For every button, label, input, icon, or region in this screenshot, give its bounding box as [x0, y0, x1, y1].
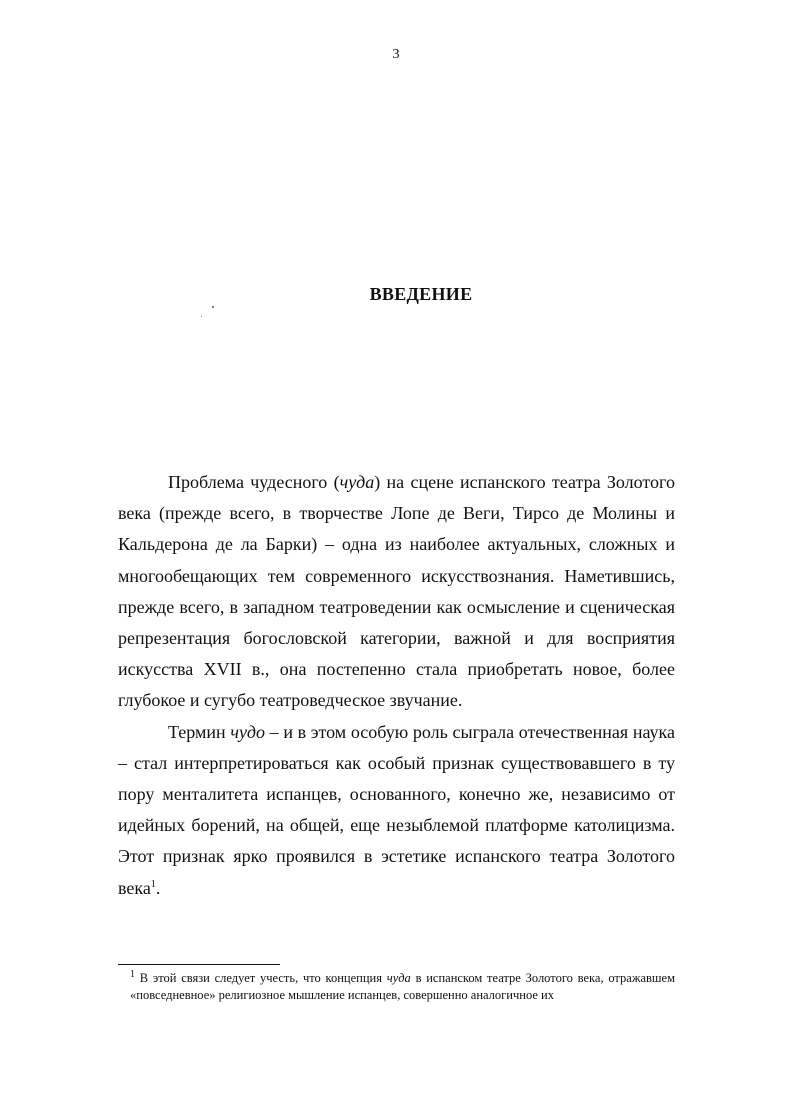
footnote-reference[interactable]: 1: [150, 878, 156, 890]
paragraph-1-emphasis: чуда: [339, 472, 375, 492]
paragraph-2-text-end: – и в этом особую роль сыграла отечественная наука – стал интерпретироваться как особый признак существовавшего в ту пору менталитета испанцев, основанного, конечно же, независимо от идейных борений, на общей, еще незыблемой платформе католицизма. Этот признак ярко проявился в эстетике испанского театра Золотого века: [118, 721, 675, 898]
footnote-divider: [118, 964, 280, 965]
paragraph-2-emphasis: чудо: [230, 721, 265, 742]
paragraph-1: [118, 467, 675, 717]
paragraph-2-tail: .: [155, 877, 161, 898]
paragraph-1-text-start: Проблема чудесного (: [168, 472, 340, 492]
scan-speck: [212, 306, 214, 308]
paragraph-2: [118, 717, 675, 904]
paragraph-1-text-end: ) на сцене испанского театра Золотого века (прежде всего, в творчестве Лопе де Веги, Тирсо де Молины и Кальдерона де ла Барки) – одна из наиболее актуальных, сложных и многообещающих тем современного искусствознания. Наметившись, прежде всего, в западном театроведении как осмысление и сценическая репрезентация богословской категории, важной и для восприятия искусства XVII в., она постепенно стала приобретать новое, более глубокое и сугубо театроведческое звучание.: [118, 472, 675, 711]
footnote-text-end: в испанском театре Золотого века, отражавшем «повседневное» религиозное мышление испанцев, совершенно аналогичное их: [130, 971, 675, 1002]
page-number: 3: [392, 47, 400, 62]
section-heading: ВВЕДЕНИЕ: [369, 284, 473, 304]
footnote-text-start: В этой связи следует учесть, что концепция: [135, 971, 387, 985]
footnote: [118, 970, 675, 1004]
footnote-emphasis: чуда: [386, 971, 411, 985]
footnote-text: [118, 970, 675, 1004]
scan-speck: [201, 316, 202, 317]
footnote-marker: 1: [130, 968, 135, 980]
body-text: [118, 467, 675, 904]
paragraph-2-text-start: Термин: [168, 721, 231, 742]
